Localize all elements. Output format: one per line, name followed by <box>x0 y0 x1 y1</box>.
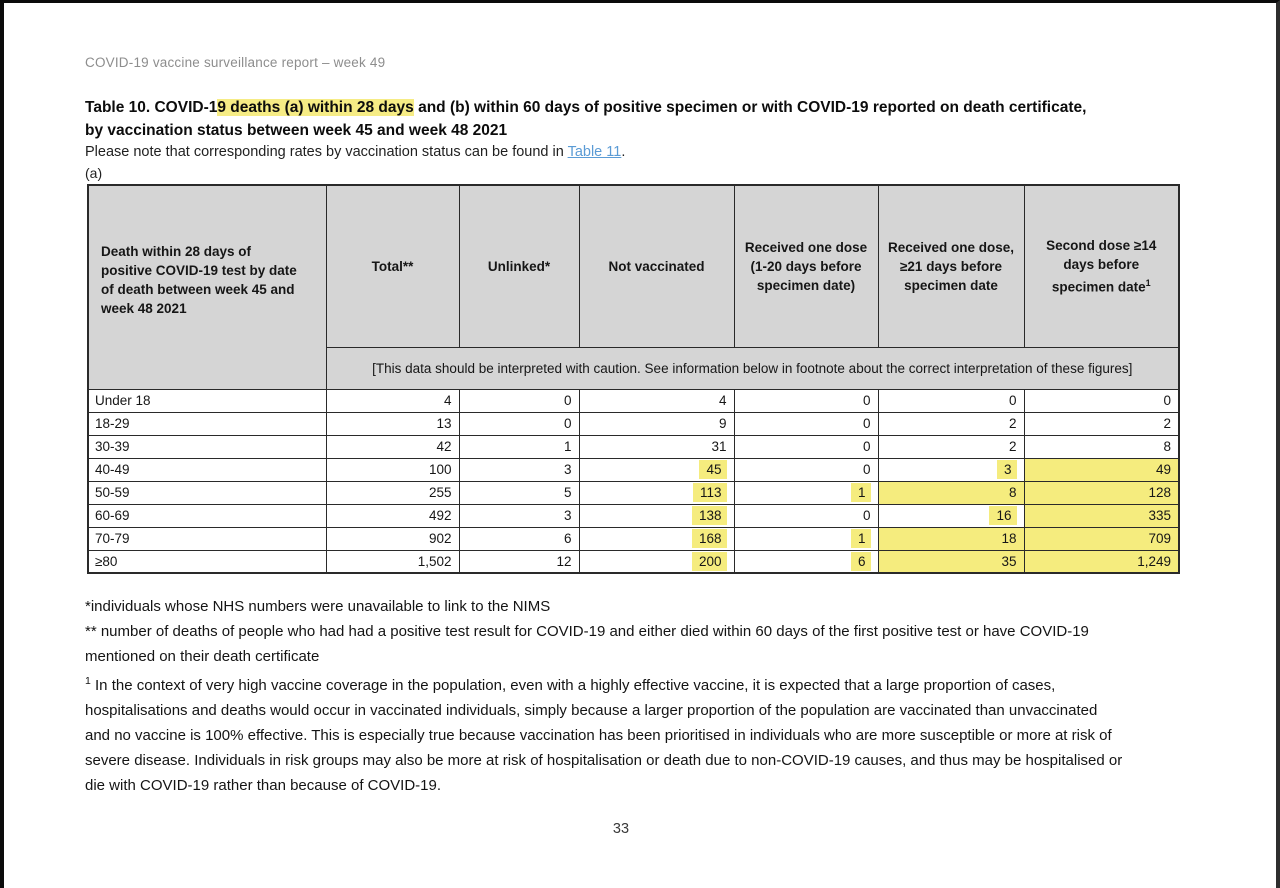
age-label-cell: 40-49 <box>88 458 326 481</box>
column-header-4: Received one dose (1-20 days before specimen date) <box>734 185 878 347</box>
value-cell <box>734 550 878 573</box>
value-cell: 100 <box>326 458 459 481</box>
value-cell <box>579 481 734 504</box>
value-cell <box>579 527 734 550</box>
column-header-1: Total** <box>326 185 459 347</box>
data-table <box>87 184 1180 574</box>
value-cell: 5 <box>459 481 579 504</box>
value-cell <box>878 458 1024 481</box>
highlighted-value: 1 <box>851 529 871 548</box>
value-cell: 1,249 <box>1024 550 1179 573</box>
value-cell: 902 <box>326 527 459 550</box>
note-line <box>85 144 625 160</box>
footnotes <box>85 594 1123 798</box>
value-cell: 0 <box>734 458 878 481</box>
value-cell: 8 <box>878 481 1024 504</box>
value-cell: 0 <box>459 412 579 435</box>
age-label-cell: 18-29 <box>88 412 326 435</box>
value-cell: 31 <box>579 435 734 458</box>
note-text: Please note that corresponding rates by vaccination status can be found in <box>85 144 568 160</box>
value-cell: 0 <box>734 412 878 435</box>
age-label-cell: Under 18 <box>88 389 326 412</box>
value-cell: 0 <box>734 435 878 458</box>
highlighted-value: 45 <box>699 460 726 479</box>
value-cell <box>878 504 1024 527</box>
value-cell: 4 <box>579 389 734 412</box>
value-cell: 3 <box>459 458 579 481</box>
column-header-2: Unlinked* <box>459 185 579 347</box>
value-cell: 0 <box>734 504 878 527</box>
highlighted-value: 16 <box>989 506 1016 525</box>
table-row <box>88 504 1179 527</box>
value-cell <box>579 458 734 481</box>
highlighted-value: 168 <box>692 529 727 548</box>
value-cell: 12 <box>459 550 579 573</box>
age-label-cell: 60-69 <box>88 504 326 527</box>
value-cell: 1,502 <box>326 550 459 573</box>
age-label-cell: 30-39 <box>88 435 326 458</box>
value-cell: 0 <box>1024 389 1179 412</box>
footnote-interpretation <box>85 669 1123 798</box>
table-row <box>88 412 1179 435</box>
highlighted-value: 1 <box>851 483 871 502</box>
value-cell: 335 <box>1024 504 1179 527</box>
value-cell: 13 <box>326 412 459 435</box>
table-row <box>88 527 1179 550</box>
table-row <box>88 458 1179 481</box>
highlighted-value: 138 <box>692 506 727 525</box>
value-cell: 2 <box>878 412 1024 435</box>
value-cell: 35 <box>878 550 1024 573</box>
value-cell: 1 <box>459 435 579 458</box>
table-row <box>88 389 1179 412</box>
footnote-interpretation-text: In the context of very high vaccine coverage in the population, even with a highly effective vaccine, it is expected that a large proportion of cases, hospitalisations and deaths would occur in vaccinated individuals, simply because a larger proportion of the population are vaccinated than unvaccinated and no vaccine is 100% effective. This is especially true because vaccination has been prioritised in individuals who are more susceptible or more at risk of severe disease. Individuals in risk groups may also be more at risk of hospitalisation or death due to non-COVID-19 causes, and thus may be hospitalised or die with COVID-19 rather than because of COVID-19. <box>85 677 1123 794</box>
column-header-3: Not vaccinated <box>579 185 734 347</box>
highlighted-value: 6 <box>851 552 871 571</box>
table-row <box>88 481 1179 504</box>
row-header-cell: Death within 28 days of positive COVID-19 test by date of death between week 45 and week 48 2021 <box>88 185 326 389</box>
footnote-unlinked: *individuals whose NHS numbers were unavailable to link to the NIMS <box>85 598 551 615</box>
value-cell: 4 <box>326 389 459 412</box>
column-header-5: Received one dose, ≥21 days before specimen date <box>878 185 1024 347</box>
title-highlight: 9 deaths (a) within 28 days <box>217 99 414 116</box>
value-cell: 709 <box>1024 527 1179 550</box>
note-period: . <box>621 144 626 160</box>
value-cell: 49 <box>1024 458 1179 481</box>
age-label-cell: 50-59 <box>88 481 326 504</box>
age-label-cell: ≥80 <box>88 550 326 573</box>
value-cell: 0 <box>459 389 579 412</box>
value-cell: 42 <box>326 435 459 458</box>
table-row <box>88 550 1179 573</box>
title-segment-suffix: and (b) within 60 days of positive specimen or with COVID-19 reported on death certificate, by vaccination status between week 45 and week 48 2021 <box>85 99 1087 139</box>
running-header: COVID-19 vaccine surveillance report – week 49 <box>85 55 386 70</box>
value-cell <box>734 481 878 504</box>
value-cell: 128 <box>1024 481 1179 504</box>
section-label-a: (a) <box>85 165 103 181</box>
table-body <box>88 185 1179 573</box>
footnote-total: ** number of deaths of people who had had a positive test result for COVID-19 and either died within 60 days of the first positive test or have COVID-19 mentioned on their death certificate <box>85 623 1089 665</box>
value-cell: 492 <box>326 504 459 527</box>
highlighted-value: 113 <box>693 483 727 502</box>
value-cell <box>579 550 734 573</box>
value-cell: 6 <box>459 527 579 550</box>
value-cell: 9 <box>579 412 734 435</box>
age-label-cell: 70-79 <box>88 527 326 550</box>
title-segment-prefix: Table 10. COVID-1 <box>85 99 218 116</box>
page-number: 33 <box>612 821 630 837</box>
footnote-superscript: 1 <box>85 675 91 687</box>
table-row <box>88 435 1179 458</box>
value-cell: 255 <box>326 481 459 504</box>
header-row <box>88 185 1179 347</box>
caution-note: [This data should be interpreted with caution. See information below in footnote about the correct interpretation of these figures] <box>326 347 1179 389</box>
value-cell <box>734 527 878 550</box>
value-cell: 2 <box>878 435 1024 458</box>
value-cell: 3 <box>459 504 579 527</box>
value-cell: 2 <box>1024 412 1179 435</box>
highlighted-value: 200 <box>692 552 727 571</box>
value-cell: 0 <box>878 389 1024 412</box>
value-cell: 18 <box>878 527 1024 550</box>
value-cell: 0 <box>734 389 878 412</box>
table-title <box>85 96 1093 142</box>
column-header-6: Second dose ≥14 days before specimen date$^1$ <box>1024 185 1179 347</box>
value-cell <box>579 504 734 527</box>
value-cell: 8 <box>1024 435 1179 458</box>
highlighted-value: 3 <box>997 460 1017 479</box>
table-11-link[interactable]: Table 11 <box>567 144 622 160</box>
